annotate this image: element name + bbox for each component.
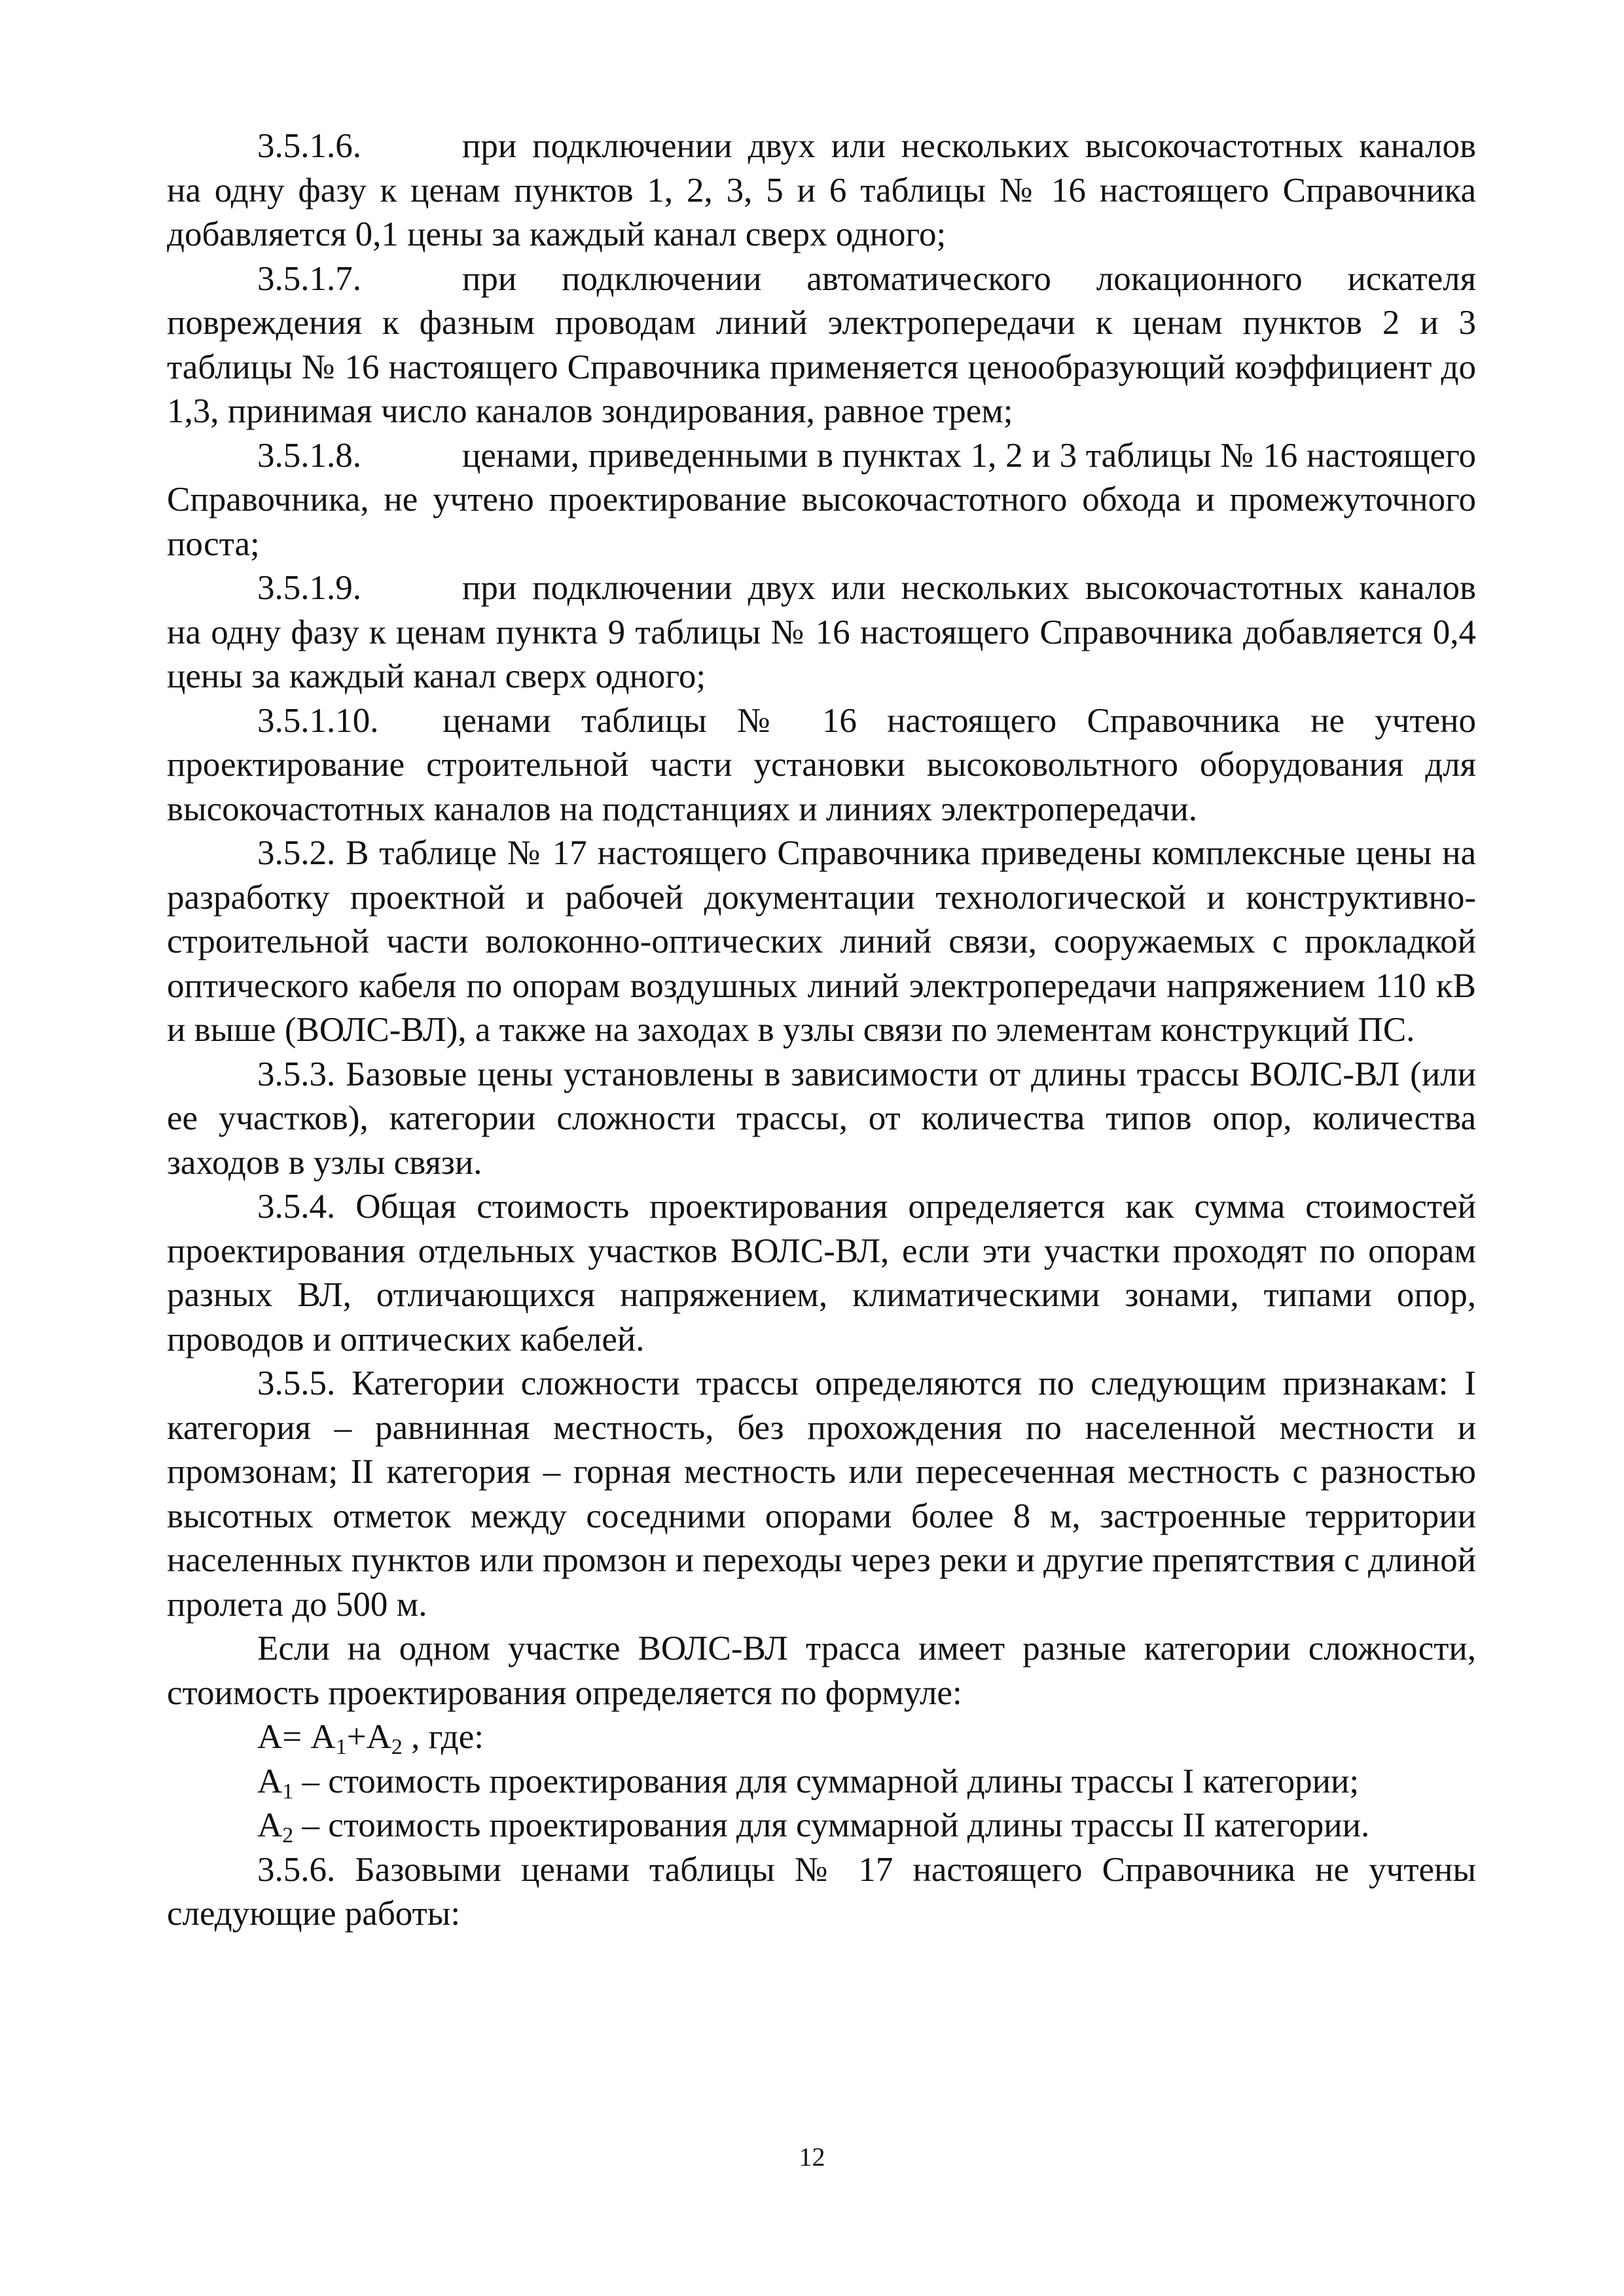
definition-a2 xyxy=(167,1804,1476,1848)
document-body xyxy=(167,124,1476,1937)
clause-text: ценами таблицы № 16 настоящего Справочника не учтено проектирование строительной части установки высоковольтного оборудования для высокочастотных каналов на подстанциях и линиях электропередачи. xyxy=(167,701,1476,828)
formula-sub-2: 2 xyxy=(391,1735,403,1759)
formula-line xyxy=(167,1715,1476,1760)
formula-plus: +А xyxy=(346,1718,391,1756)
clause-number: 3.5.1.6. xyxy=(257,127,361,165)
clause-number: 3.5.1.7. xyxy=(257,259,361,298)
definition-subscript: 2 xyxy=(282,1823,294,1848)
definition-subscript: 1 xyxy=(282,1779,294,1804)
definition-a1 xyxy=(167,1760,1476,1804)
clause-number: 3.5.1.10. xyxy=(257,701,379,740)
paragraph-3-5-1-9 xyxy=(167,566,1476,699)
paragraph-3-5-1-10 xyxy=(167,699,1476,832)
definition-text: – стоимость проектирования для суммарной длины трассы II категории. xyxy=(293,1806,1370,1844)
formula-lhs: А= А xyxy=(257,1718,336,1756)
definition-symbol: А xyxy=(257,1762,283,1800)
paragraph-3-5-3: 3.5.3. Базовые цены установлены в зависимости от длины трассы ВОЛС-ВЛ (или ее участков), категории сложности трассы, от количества типов опор, количества заходов в узлы связи. xyxy=(167,1055,1476,1182)
clause-text: при подключении двух или нескольких высокочастотных каналов на одну фазу к ценам пункта 9 таблицы № 16 настоящего Справочника добавляется 0,4 цены за каждый канал сверх одного; xyxy=(167,569,1476,695)
definition-symbol: А xyxy=(257,1806,283,1844)
paragraph-mixed-category: Если на одном участке ВОЛС-ВЛ трасса имеет разные категории сложности, стоимость проектирования определяется по формуле: xyxy=(167,1630,1476,1712)
paragraph-3-5-1-6 xyxy=(167,124,1476,257)
paragraph-3-5-1-7 xyxy=(167,257,1476,434)
page-number: 12 xyxy=(799,2142,825,2172)
clause-text: ценами, приведенными в пунктах 1, 2 и 3 таблицы № 16 настоящего Справочника, не учтено проектирование высокочастотного обхода и промежуточного поста; xyxy=(167,436,1476,563)
formula-tail: , где: xyxy=(402,1718,484,1756)
paragraph-3-5-6: 3.5.6. Базовыми ценами таблицы № 17 настоящего Справочника не учтены следующие работы: xyxy=(167,1850,1476,1933)
paragraph-3-5-2: 3.5.2. В таблице № 17 настоящего Справочника приведены комплексные цены на разработку проектной и рабочей документации технологической и конструктивно-строительной части волоконно-оптических линий связи, сооружаемых с прокладкой оптического кабеля по опорам воздушных линий электропередачи напряжением 110 кВ и выше (ВОЛС-ВЛ), а также на заходах в узлы связи по элементам конструкций ПС. xyxy=(167,834,1476,1049)
clause-text: при подключении автоматического локационного искателя повреждения к фазным проводам линий электропередачи к ценам пунктов 2 и 3 таблицы № 16 настоящего Справочника применяется ценообразующий коэффициент до 1,3, принимая число каналов зондирования, равное трем; xyxy=(167,259,1476,430)
paragraph-3-5-4: 3.5.4. Общая стоимость проектирования определяется как сумма стоимостей проектирования отдельных участков ВОЛС-ВЛ, если эти участки проходят по опорам разных ВЛ, отличающихся напряжением, климатическими зонами, типами опор, проводов и оптических кабелей. xyxy=(167,1188,1476,1358)
clause-number: 3.5.1.9. xyxy=(257,569,361,607)
definition-text: – стоимость проектирования для суммарной длины трассы I категории; xyxy=(293,1762,1360,1800)
paragraph-3-5-1-8 xyxy=(167,434,1476,567)
paragraph-3-5-5: 3.5.5. Категории сложности трассы определяются по следующим признакам: I категория – равнинная местность, без прохождения по населенной местности и промзонам; II категория – горная местность или пересеченная местность с разностью высотных отметок между соседними опорами более 8 м, застроенные территории населенных пунктов или промзон и переходы через реки и другие препятствия с длиной пролета до 500 м. xyxy=(167,1364,1476,1624)
clause-number: 3.5.1.8. xyxy=(257,436,361,475)
clause-text: при подключении двух или нескольких высокочастотных каналов на одну фазу к ценам пунктов 1, 2, 3, 5 и 6 таблицы № 16 настоящего Справочника добавляется 0,1 цены за каждый канал сверх одного; xyxy=(167,127,1476,253)
formula-sub-1: 1 xyxy=(335,1735,347,1759)
